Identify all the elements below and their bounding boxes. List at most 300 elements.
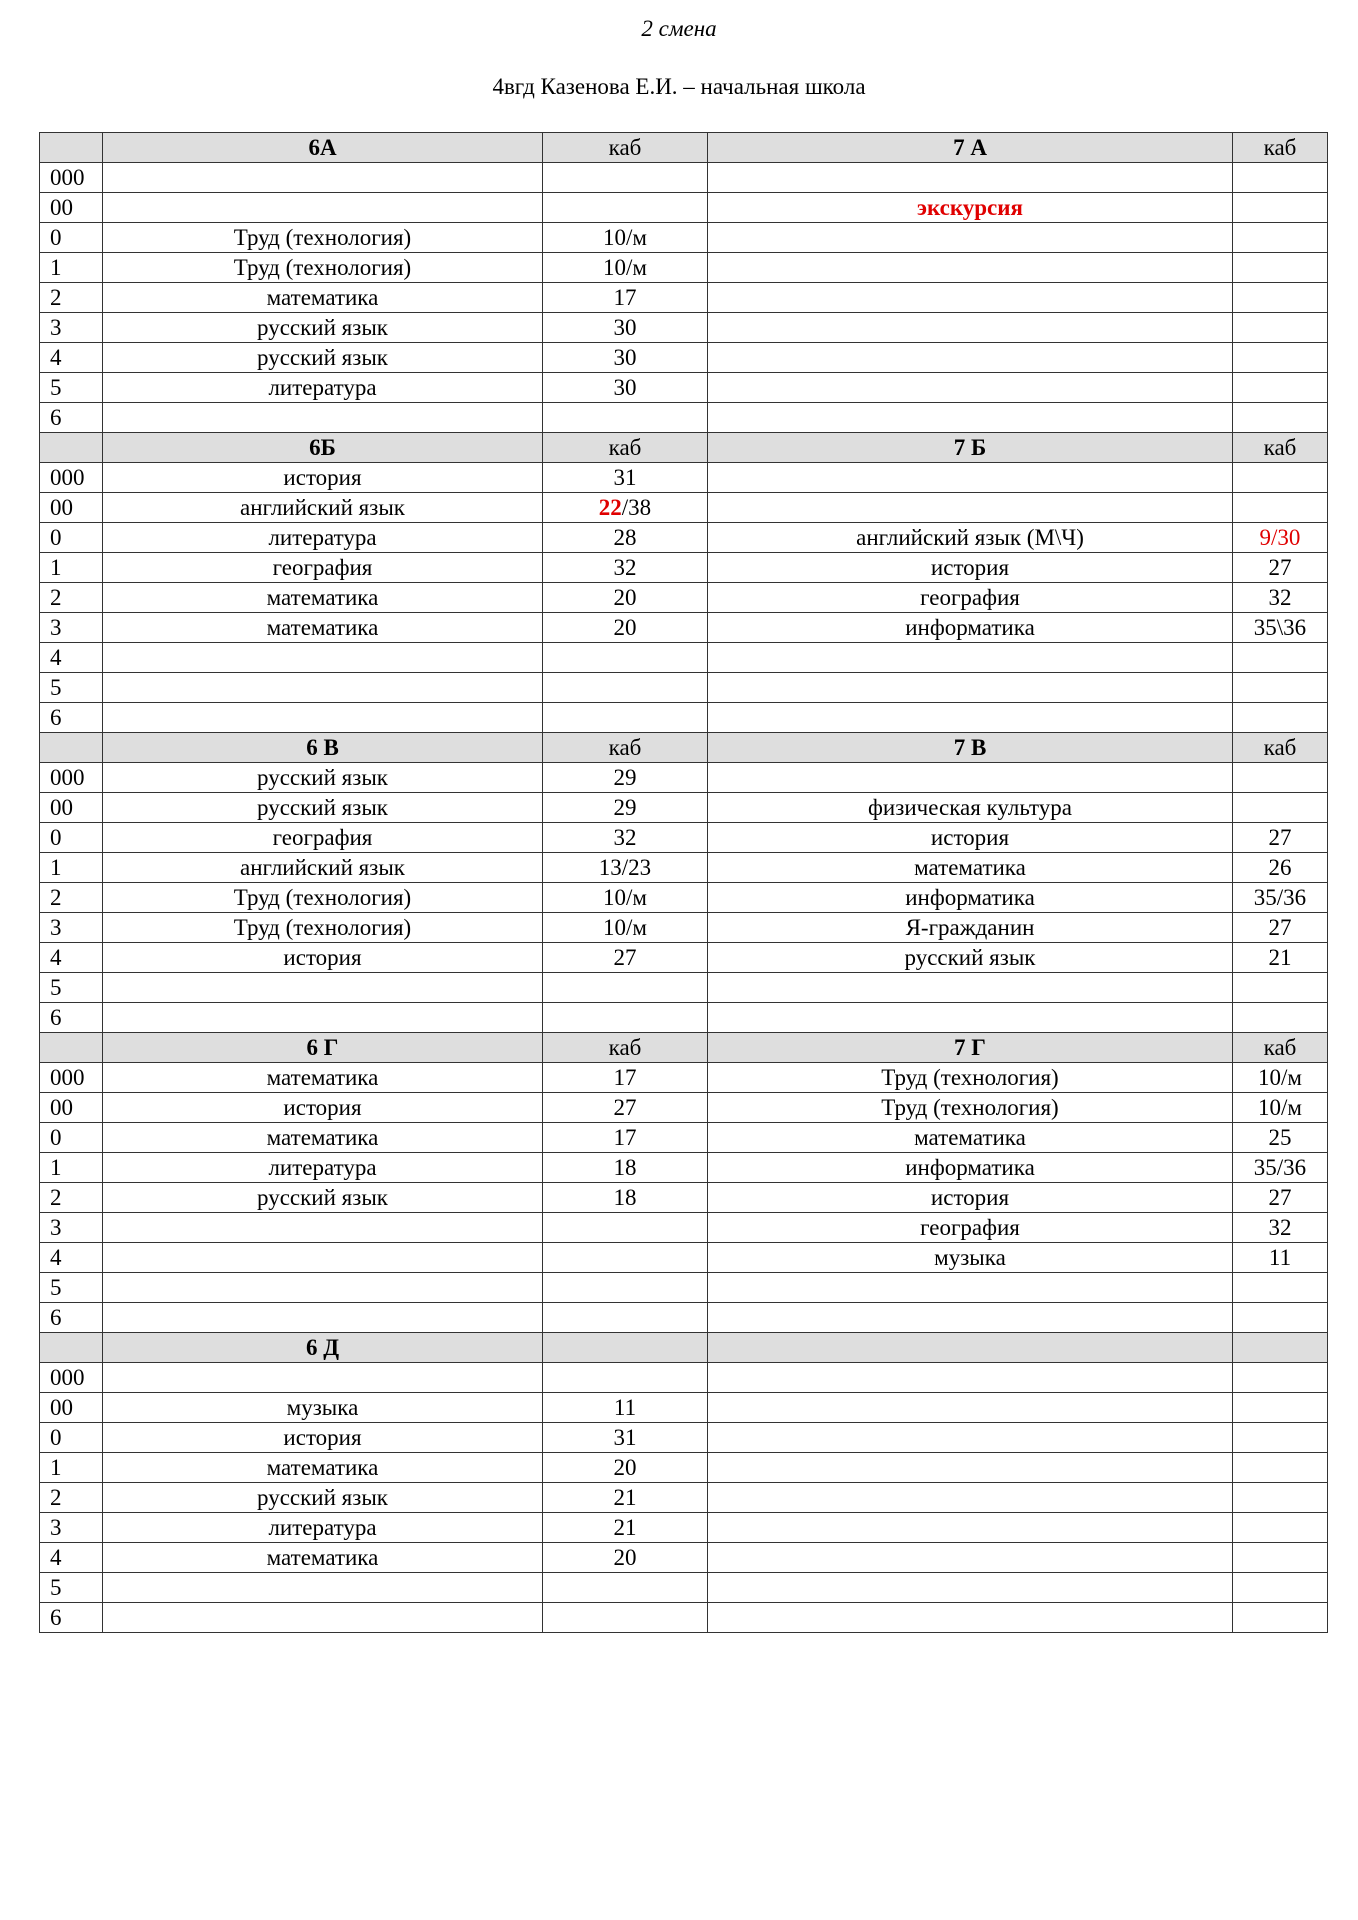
lesson-row bbox=[40, 223, 1328, 253]
right-room: 11 bbox=[1233, 1243, 1328, 1273]
right-subject bbox=[708, 1363, 1233, 1393]
right-subject bbox=[708, 373, 1233, 403]
right-room: 27 bbox=[1233, 823, 1328, 853]
left-subject: русский язык bbox=[103, 343, 543, 373]
lesson-row bbox=[40, 493, 1328, 523]
right-room: 9/30 bbox=[1233, 523, 1328, 553]
lesson-number: 000 bbox=[40, 1363, 103, 1393]
right-subject bbox=[708, 1393, 1233, 1423]
class-header-row bbox=[40, 1333, 1328, 1363]
left-subject bbox=[103, 673, 543, 703]
left-subject: английский язык bbox=[103, 493, 543, 523]
lesson-number: 0 bbox=[40, 523, 103, 553]
left-room bbox=[543, 1243, 708, 1273]
lesson-row bbox=[40, 343, 1328, 373]
left-room bbox=[543, 403, 708, 433]
left-class-name: 6 Г bbox=[103, 1033, 543, 1063]
right-subject: география bbox=[708, 583, 1233, 613]
left-subject: математика bbox=[103, 1453, 543, 1483]
left-subject: история bbox=[103, 943, 543, 973]
lesson-number: 2 bbox=[40, 883, 103, 913]
lesson-row bbox=[40, 1123, 1328, 1153]
lesson-row bbox=[40, 1453, 1328, 1483]
right-room bbox=[1233, 1453, 1328, 1483]
right-room bbox=[1233, 1423, 1328, 1453]
lesson-number: 0 bbox=[40, 823, 103, 853]
left-subject bbox=[103, 1573, 543, 1603]
right-subject: история bbox=[708, 553, 1233, 583]
left-subject bbox=[103, 1213, 543, 1243]
left-subject bbox=[103, 1243, 543, 1273]
right-room: 27 bbox=[1233, 1183, 1328, 1213]
right-room: 27 bbox=[1233, 553, 1328, 583]
lesson-row bbox=[40, 583, 1328, 613]
left-room: 27 bbox=[543, 943, 708, 973]
right-room bbox=[1233, 313, 1328, 343]
left-class-name: 6Б bbox=[103, 433, 543, 463]
left-subject bbox=[103, 643, 543, 673]
header-blank-cell bbox=[40, 733, 103, 763]
right-subject: физическая культура bbox=[708, 793, 1233, 823]
right-subject bbox=[708, 283, 1233, 313]
lesson-row bbox=[40, 1303, 1328, 1333]
left-room: 17 bbox=[543, 283, 708, 313]
lesson-row bbox=[40, 643, 1328, 673]
left-room: 21 bbox=[543, 1513, 708, 1543]
lesson-number: 3 bbox=[40, 1513, 103, 1543]
left-subject bbox=[103, 1303, 543, 1333]
lesson-row bbox=[40, 193, 1328, 223]
left-room: 32 bbox=[543, 823, 708, 853]
lesson-row bbox=[40, 553, 1328, 583]
left-subject: история bbox=[103, 463, 543, 493]
left-subject: математика bbox=[103, 1063, 543, 1093]
lesson-row bbox=[40, 1183, 1328, 1213]
left-room bbox=[543, 643, 708, 673]
lesson-row bbox=[40, 1363, 1328, 1393]
lesson-row bbox=[40, 943, 1328, 973]
lesson-row bbox=[40, 403, 1328, 433]
room-rest: /38 bbox=[621, 494, 652, 520]
right-subject bbox=[708, 673, 1233, 703]
right-subject bbox=[708, 1273, 1233, 1303]
left-room bbox=[543, 1573, 708, 1603]
right-subject: информатика bbox=[708, 883, 1233, 913]
lesson-row bbox=[40, 1243, 1328, 1273]
lesson-row bbox=[40, 1063, 1328, 1093]
right-room: 25 bbox=[1233, 1123, 1328, 1153]
left-room: 31 bbox=[543, 1423, 708, 1453]
lesson-number: 1 bbox=[40, 1153, 103, 1183]
left-room bbox=[543, 1273, 708, 1303]
right-room bbox=[1233, 703, 1328, 733]
left-subject bbox=[103, 973, 543, 1003]
left-subject: русский язык bbox=[103, 1483, 543, 1513]
left-room: 21 bbox=[543, 1483, 708, 1513]
right-room-header: каб bbox=[1233, 433, 1328, 463]
lesson-number: 4 bbox=[40, 943, 103, 973]
left-subject: Труд (технология) bbox=[103, 913, 543, 943]
left-subject bbox=[103, 1003, 543, 1033]
page-subtitle: 4вгд Казенова Е.И. – начальная школа bbox=[492, 74, 866, 99]
right-subject bbox=[708, 1453, 1233, 1483]
right-class-name: 7 А bbox=[708, 133, 1233, 163]
left-subject bbox=[103, 193, 543, 223]
lesson-row bbox=[40, 1273, 1328, 1303]
right-subject: Труд (технология) bbox=[708, 1063, 1233, 1093]
left-room-header: каб bbox=[543, 433, 708, 463]
right-subject bbox=[708, 163, 1233, 193]
lesson-row bbox=[40, 313, 1328, 343]
left-subject: математика bbox=[103, 613, 543, 643]
right-subject bbox=[708, 1513, 1233, 1543]
right-class-name: 7 В bbox=[708, 733, 1233, 763]
header-blank-cell bbox=[40, 433, 103, 463]
lesson-number: 6 bbox=[40, 1003, 103, 1033]
schedule-table bbox=[39, 132, 1328, 1633]
lesson-row bbox=[40, 1543, 1328, 1573]
left-subject: история bbox=[103, 1423, 543, 1453]
left-subject: русский язык bbox=[103, 763, 543, 793]
left-class-name: 6А bbox=[103, 133, 543, 163]
left-room: 13/23 bbox=[543, 853, 708, 883]
lesson-number: 4 bbox=[40, 1543, 103, 1573]
lesson-number: 000 bbox=[40, 1063, 103, 1093]
right-subject: Я-гражданин bbox=[708, 913, 1233, 943]
left-room: 10/м bbox=[543, 253, 708, 283]
lesson-number: 3 bbox=[40, 613, 103, 643]
left-subject: география bbox=[103, 823, 543, 853]
left-subject bbox=[103, 703, 543, 733]
left-room: 30 bbox=[543, 343, 708, 373]
lesson-number: 5 bbox=[40, 973, 103, 1003]
left-room: 18 bbox=[543, 1183, 708, 1213]
left-room: 28 bbox=[543, 523, 708, 553]
lesson-number: 00 bbox=[40, 193, 103, 223]
left-room: 18 bbox=[543, 1153, 708, 1183]
right-room bbox=[1233, 763, 1328, 793]
left-subject: русский язык bbox=[103, 1183, 543, 1213]
right-subject bbox=[708, 1573, 1233, 1603]
right-room: 35\36 bbox=[1233, 613, 1328, 643]
right-room: 10/м bbox=[1233, 1093, 1328, 1123]
lesson-number: 2 bbox=[40, 1483, 103, 1513]
left-subject bbox=[103, 163, 543, 193]
lesson-row bbox=[40, 793, 1328, 823]
left-room bbox=[543, 1303, 708, 1333]
right-subject bbox=[708, 1483, 1233, 1513]
lesson-number: 000 bbox=[40, 463, 103, 493]
right-subject bbox=[708, 1543, 1233, 1573]
right-room: 10/м bbox=[1233, 1063, 1328, 1093]
right-subject: экскурсия bbox=[708, 193, 1233, 223]
left-subject: история bbox=[103, 1093, 543, 1123]
lesson-number: 1 bbox=[40, 853, 103, 883]
lesson-row bbox=[40, 913, 1328, 943]
right-room bbox=[1233, 1483, 1328, 1513]
lesson-row bbox=[40, 1093, 1328, 1123]
lesson-number: 1 bbox=[40, 1453, 103, 1483]
left-room: 29 bbox=[543, 763, 708, 793]
lesson-row bbox=[40, 373, 1328, 403]
lesson-number: 00 bbox=[40, 793, 103, 823]
left-room-header bbox=[543, 1333, 708, 1363]
right-room-header: каб bbox=[1233, 133, 1328, 163]
lesson-row bbox=[40, 1153, 1328, 1183]
lesson-number: 5 bbox=[40, 1573, 103, 1603]
right-room bbox=[1233, 1573, 1328, 1603]
right-subject bbox=[708, 223, 1233, 253]
right-room bbox=[1233, 1513, 1328, 1543]
right-subject bbox=[708, 403, 1233, 433]
left-subject: литература bbox=[103, 1153, 543, 1183]
right-room bbox=[1233, 463, 1328, 493]
lesson-row bbox=[40, 973, 1328, 1003]
left-room bbox=[543, 1363, 708, 1393]
right-class-name bbox=[708, 1333, 1233, 1363]
right-subject bbox=[708, 703, 1233, 733]
left-room bbox=[543, 973, 708, 1003]
lesson-row bbox=[40, 853, 1328, 883]
right-room: 26 bbox=[1233, 853, 1328, 883]
left-room: 17 bbox=[543, 1063, 708, 1093]
left-subject: математика bbox=[103, 1543, 543, 1573]
lesson-number: 6 bbox=[40, 1603, 103, 1633]
lesson-number: 6 bbox=[40, 703, 103, 733]
lesson-row bbox=[40, 283, 1328, 313]
right-room: 35/36 bbox=[1233, 1153, 1328, 1183]
class-header-row bbox=[40, 433, 1328, 463]
lesson-number: 6 bbox=[40, 403, 103, 433]
lesson-number: 2 bbox=[40, 283, 103, 313]
lesson-row bbox=[40, 703, 1328, 733]
right-room bbox=[1233, 1273, 1328, 1303]
left-room: 32 bbox=[543, 553, 708, 583]
right-subject: русский язык bbox=[708, 943, 1233, 973]
right-subject bbox=[708, 493, 1233, 523]
right-subject bbox=[708, 253, 1233, 283]
lesson-row bbox=[40, 763, 1328, 793]
left-subject bbox=[103, 1273, 543, 1303]
left-room: 10/м bbox=[543, 223, 708, 253]
right-room bbox=[1233, 343, 1328, 373]
lesson-row bbox=[40, 1603, 1328, 1633]
left-room: 27 bbox=[543, 1093, 708, 1123]
right-subject: музыка bbox=[708, 1243, 1233, 1273]
lesson-number: 6 bbox=[40, 1303, 103, 1333]
lesson-number: 5 bbox=[40, 1273, 103, 1303]
right-room bbox=[1233, 493, 1328, 523]
lesson-number: 3 bbox=[40, 913, 103, 943]
lesson-row bbox=[40, 1573, 1328, 1603]
left-subject bbox=[103, 1603, 543, 1633]
left-room-header: каб bbox=[543, 1033, 708, 1063]
left-room bbox=[543, 1213, 708, 1243]
left-room-header: каб bbox=[543, 133, 708, 163]
lesson-row bbox=[40, 523, 1328, 553]
lesson-number: 0 bbox=[40, 1423, 103, 1453]
lesson-number: 5 bbox=[40, 373, 103, 403]
right-subject: английский язык (М\Ч) bbox=[708, 523, 1233, 553]
header-blank-cell bbox=[40, 1333, 103, 1363]
left-room: 30 bbox=[543, 313, 708, 343]
left-subject: русский язык bbox=[103, 793, 543, 823]
right-subject: информатика bbox=[708, 613, 1233, 643]
room-highlight: 22 bbox=[598, 494, 622, 520]
lesson-number: 00 bbox=[40, 1393, 103, 1423]
lesson-row bbox=[40, 613, 1328, 643]
left-class-name: 6 В bbox=[103, 733, 543, 763]
right-room bbox=[1233, 973, 1328, 1003]
left-room bbox=[543, 1603, 708, 1633]
right-room bbox=[1233, 1303, 1328, 1333]
lesson-number: 2 bbox=[40, 583, 103, 613]
left-subject bbox=[103, 1363, 543, 1393]
header-blank-cell bbox=[40, 1033, 103, 1063]
left-subject: русский язык bbox=[103, 313, 543, 343]
lesson-row bbox=[40, 1213, 1328, 1243]
right-subject: география bbox=[708, 1213, 1233, 1243]
right-class-name: 7 Б bbox=[708, 433, 1233, 463]
right-room bbox=[1233, 643, 1328, 673]
left-room: 30 bbox=[543, 373, 708, 403]
right-room bbox=[1233, 163, 1328, 193]
left-room bbox=[543, 193, 708, 223]
right-room bbox=[1233, 1543, 1328, 1573]
lesson-row bbox=[40, 1423, 1328, 1453]
right-subject: история bbox=[708, 1183, 1233, 1213]
lesson-number: 000 bbox=[40, 163, 103, 193]
right-subject bbox=[708, 1303, 1233, 1333]
lesson-number: 4 bbox=[40, 343, 103, 373]
right-room-header: каб bbox=[1233, 733, 1328, 763]
left-room bbox=[543, 703, 708, 733]
lesson-row bbox=[40, 1483, 1328, 1513]
left-room bbox=[543, 493, 708, 523]
class-header-row bbox=[40, 733, 1328, 763]
left-subject bbox=[103, 403, 543, 433]
lesson-row bbox=[40, 163, 1328, 193]
left-room bbox=[543, 163, 708, 193]
lesson-row bbox=[40, 883, 1328, 913]
right-room bbox=[1233, 223, 1328, 253]
right-subject: информатика bbox=[708, 1153, 1233, 1183]
left-subject: музыка bbox=[103, 1393, 543, 1423]
right-room: 32 bbox=[1233, 583, 1328, 613]
lesson-number: 000 bbox=[40, 763, 103, 793]
left-subject: литература bbox=[103, 1513, 543, 1543]
right-room bbox=[1233, 1363, 1328, 1393]
lesson-number: 00 bbox=[40, 493, 103, 523]
lesson-row bbox=[40, 1513, 1328, 1543]
right-subject: история bbox=[708, 823, 1233, 853]
left-room: 20 bbox=[543, 583, 708, 613]
lesson-number: 0 bbox=[40, 223, 103, 253]
right-room bbox=[1233, 673, 1328, 703]
right-room: 27 bbox=[1233, 913, 1328, 943]
right-room bbox=[1233, 1393, 1328, 1423]
lesson-number: 5 bbox=[40, 673, 103, 703]
right-subject bbox=[708, 1003, 1233, 1033]
left-room bbox=[543, 1003, 708, 1033]
lesson-number: 3 bbox=[40, 1213, 103, 1243]
lesson-row bbox=[40, 253, 1328, 283]
left-room: 31 bbox=[543, 463, 708, 493]
lesson-number: 2 bbox=[40, 1183, 103, 1213]
right-subject bbox=[708, 643, 1233, 673]
right-room bbox=[1233, 193, 1328, 223]
lesson-number: 4 bbox=[40, 643, 103, 673]
left-room bbox=[543, 673, 708, 703]
left-subject: математика bbox=[103, 283, 543, 313]
lesson-row bbox=[40, 1003, 1328, 1033]
right-room bbox=[1233, 403, 1328, 433]
left-room: 20 bbox=[543, 1453, 708, 1483]
lesson-number: 1 bbox=[40, 553, 103, 583]
right-class-name: 7 Г bbox=[708, 1033, 1233, 1063]
left-room-header: каб bbox=[543, 733, 708, 763]
right-room bbox=[1233, 253, 1328, 283]
right-room-header: каб bbox=[1233, 1033, 1328, 1063]
right-room bbox=[1233, 1603, 1328, 1633]
right-room bbox=[1233, 1003, 1328, 1033]
right-room: 32 bbox=[1233, 1213, 1328, 1243]
right-subject: математика bbox=[708, 1123, 1233, 1153]
class-header-row bbox=[40, 133, 1328, 163]
left-subject: Труд (технология) bbox=[103, 883, 543, 913]
header-blank-cell bbox=[40, 133, 103, 163]
right-room: 35/36 bbox=[1233, 883, 1328, 913]
right-subject: математика bbox=[708, 853, 1233, 883]
left-subject: математика bbox=[103, 1123, 543, 1153]
lesson-number: 0 bbox=[40, 1123, 103, 1153]
left-subject: английский язык bbox=[103, 853, 543, 883]
right-subject bbox=[708, 463, 1233, 493]
right-room bbox=[1233, 283, 1328, 313]
left-room: 17 bbox=[543, 1123, 708, 1153]
left-room: 10/м bbox=[543, 913, 708, 943]
right-subject bbox=[708, 1423, 1233, 1453]
lesson-number: 3 bbox=[40, 313, 103, 343]
left-subject: Труд (технология) bbox=[103, 253, 543, 283]
left-subject: Труд (технология) bbox=[103, 223, 543, 253]
right-room bbox=[1233, 793, 1328, 823]
left-room: 10/м bbox=[543, 883, 708, 913]
right-subject bbox=[708, 763, 1233, 793]
left-room: 20 bbox=[543, 1543, 708, 1573]
lesson-number: 4 bbox=[40, 1243, 103, 1273]
right-room bbox=[1233, 373, 1328, 403]
right-room-header bbox=[1233, 1333, 1328, 1363]
left-room: 20 bbox=[543, 613, 708, 643]
left-class-name: 6 Д bbox=[103, 1333, 543, 1363]
right-subject bbox=[708, 313, 1233, 343]
right-subject bbox=[708, 343, 1233, 373]
left-subject: литература bbox=[103, 373, 543, 403]
lesson-row bbox=[40, 673, 1328, 703]
left-room: 29 bbox=[543, 793, 708, 823]
lesson-row bbox=[40, 823, 1328, 853]
left-room: 11 bbox=[543, 1393, 708, 1423]
class-header-row bbox=[40, 1033, 1328, 1063]
right-subject bbox=[708, 973, 1233, 1003]
right-room: 21 bbox=[1233, 943, 1328, 973]
lesson-row bbox=[40, 1393, 1328, 1423]
shift-title: 2 смена bbox=[641, 16, 717, 41]
lesson-number: 1 bbox=[40, 253, 103, 283]
left-subject: география bbox=[103, 553, 543, 583]
lesson-row bbox=[40, 463, 1328, 493]
